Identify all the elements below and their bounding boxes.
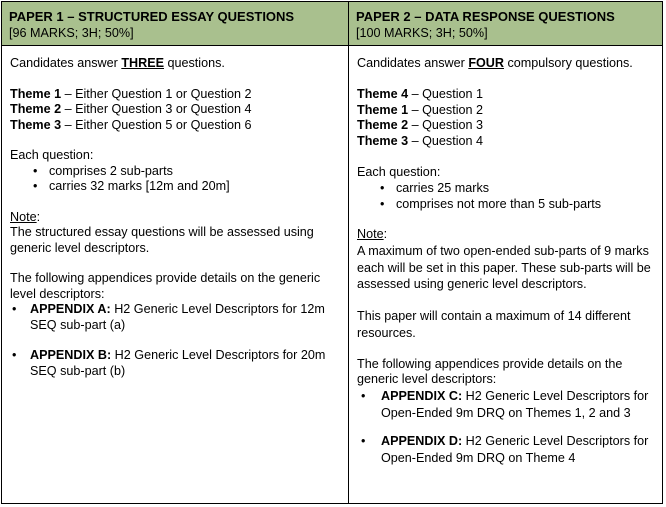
appendix-item: [10, 348, 340, 379]
appendix-label: APPENDIX A:: [30, 302, 111, 316]
appendix-label: APPENDIX B:: [30, 348, 112, 362]
intro-text-end: questions.: [164, 56, 225, 70]
theme-row: [10, 87, 340, 103]
theme-label: Theme 1: [357, 102, 409, 117]
paper1-title: PAPER 1 – STRUCTURED ESSAY QUESTIONS: [9, 9, 295, 24]
theme-text: – Question 1: [408, 86, 484, 101]
theme-label: Theme 3: [10, 117, 62, 132]
theme-text: – Either Question 1 or Question 2: [61, 86, 252, 101]
appendix-text: H2 Generic Level Descriptors for Open-Ended 9m DRQ on Theme 4: [381, 434, 649, 466]
intro-text: Candidates answer: [10, 56, 122, 70]
paper1-each-question: Each question:: [10, 148, 94, 162]
paper2-note-text: A maximum of two open-ended sub-parts of 9 marks each will be set in this paper. These sub-parts will be assessed using generic level descriptors.: [357, 244, 651, 292]
appendix-text: H2 Generic Level Descriptors for Open-Ended 9m DRQ on Themes 1, 2 and 3: [381, 389, 649, 421]
paper2-column: [349, 2, 662, 503]
appendix-item: [357, 388, 654, 422]
theme-label: Theme 3: [357, 134, 409, 149]
paper2-appendices-intro: The following appendices provide details on the generic level descriptors:: [357, 356, 623, 387]
paper1-meta: [96 MARKS; 3H; 50%]: [9, 26, 134, 40]
theme-text: – Either Question 3 or Question 4: [61, 102, 252, 116]
paper2-body: [349, 46, 662, 467]
bullet-item: • comprises not more than 5 sub-parts: [357, 197, 654, 213]
paper1-bullets: [10, 164, 340, 195]
bullet-item: • carries 25 marks: [357, 181, 654, 197]
paper1-body: [2, 46, 348, 379]
note-label: Note: [357, 227, 384, 242]
theme-label: Theme 1: [10, 86, 62, 101]
theme-text: – Question 4: [408, 134, 484, 149]
bullet-item: • carries 32 marks [12m and 20m]: [10, 179, 340, 195]
theme-row: [357, 103, 654, 119]
appendix-text: H2 Generic Level Descriptors for 12m SEQ sub-part (a): [30, 302, 325, 332]
appendix-item: [10, 302, 340, 333]
bullet-item: • comprises 2 sub-parts: [10, 164, 340, 180]
paper1-note-heading: [10, 210, 340, 226]
theme-row: [357, 134, 654, 150]
theme-text: – Question 2: [408, 102, 484, 117]
paper1-intro: [10, 56, 340, 72]
note-colon: :: [383, 227, 388, 242]
paper2-bullets: [357, 181, 654, 213]
paper2-note-heading: [357, 227, 654, 243]
paper-structure-table: [1, 1, 663, 504]
paper2-themes: [357, 87, 654, 150]
theme-text: – Question 3: [408, 118, 484, 133]
appendix-label: APPENDIX C:: [381, 389, 463, 404]
theme-row: [357, 118, 654, 134]
paper2-meta: [100 MARKS; 3H; 50%]: [356, 26, 488, 40]
theme-text: – Either Question 5 or Question 6: [61, 117, 252, 132]
paper2-each-question: Each question:: [357, 164, 441, 179]
paper2-resources-text: This paper will contain a maximum of 14 different resources.: [357, 308, 631, 340]
intro-emphasis: FOUR: [468, 56, 504, 70]
theme-row: [357, 87, 654, 103]
appendix-item: [357, 433, 654, 467]
paper2-title: PAPER 2 – DATA RESPONSE QUESTIONS: [356, 9, 615, 24]
paper1-note-text: The structured essay questions will be assessed using generic level descriptors.: [10, 225, 314, 255]
paper2-intro: [357, 56, 654, 72]
theme-label: Theme 2: [357, 118, 409, 133]
theme-row: [10, 102, 340, 118]
intro-text: Candidates answer: [357, 56, 469, 70]
paper1-header: [2, 2, 348, 46]
intro-emphasis: THREE: [121, 56, 164, 70]
paper1-appendices-intro: The following appendices provide details on the generic level descriptors:: [10, 271, 321, 301]
theme-label: Theme 2: [10, 102, 62, 116]
appendix-label: APPENDIX D:: [381, 434, 463, 449]
intro-text-end: compulsory questions.: [504, 56, 633, 70]
paper1-column: [2, 2, 349, 503]
note-label: Note: [10, 209, 37, 224]
paper2-header: [349, 2, 662, 46]
appendix-text: H2 Generic Level Descriptors for 20m SEQ sub-part (b): [30, 348, 326, 378]
theme-label: Theme 4: [357, 86, 409, 101]
paper1-themes: [10, 87, 340, 134]
theme-row: [10, 118, 340, 134]
note-colon: :: [36, 209, 41, 224]
